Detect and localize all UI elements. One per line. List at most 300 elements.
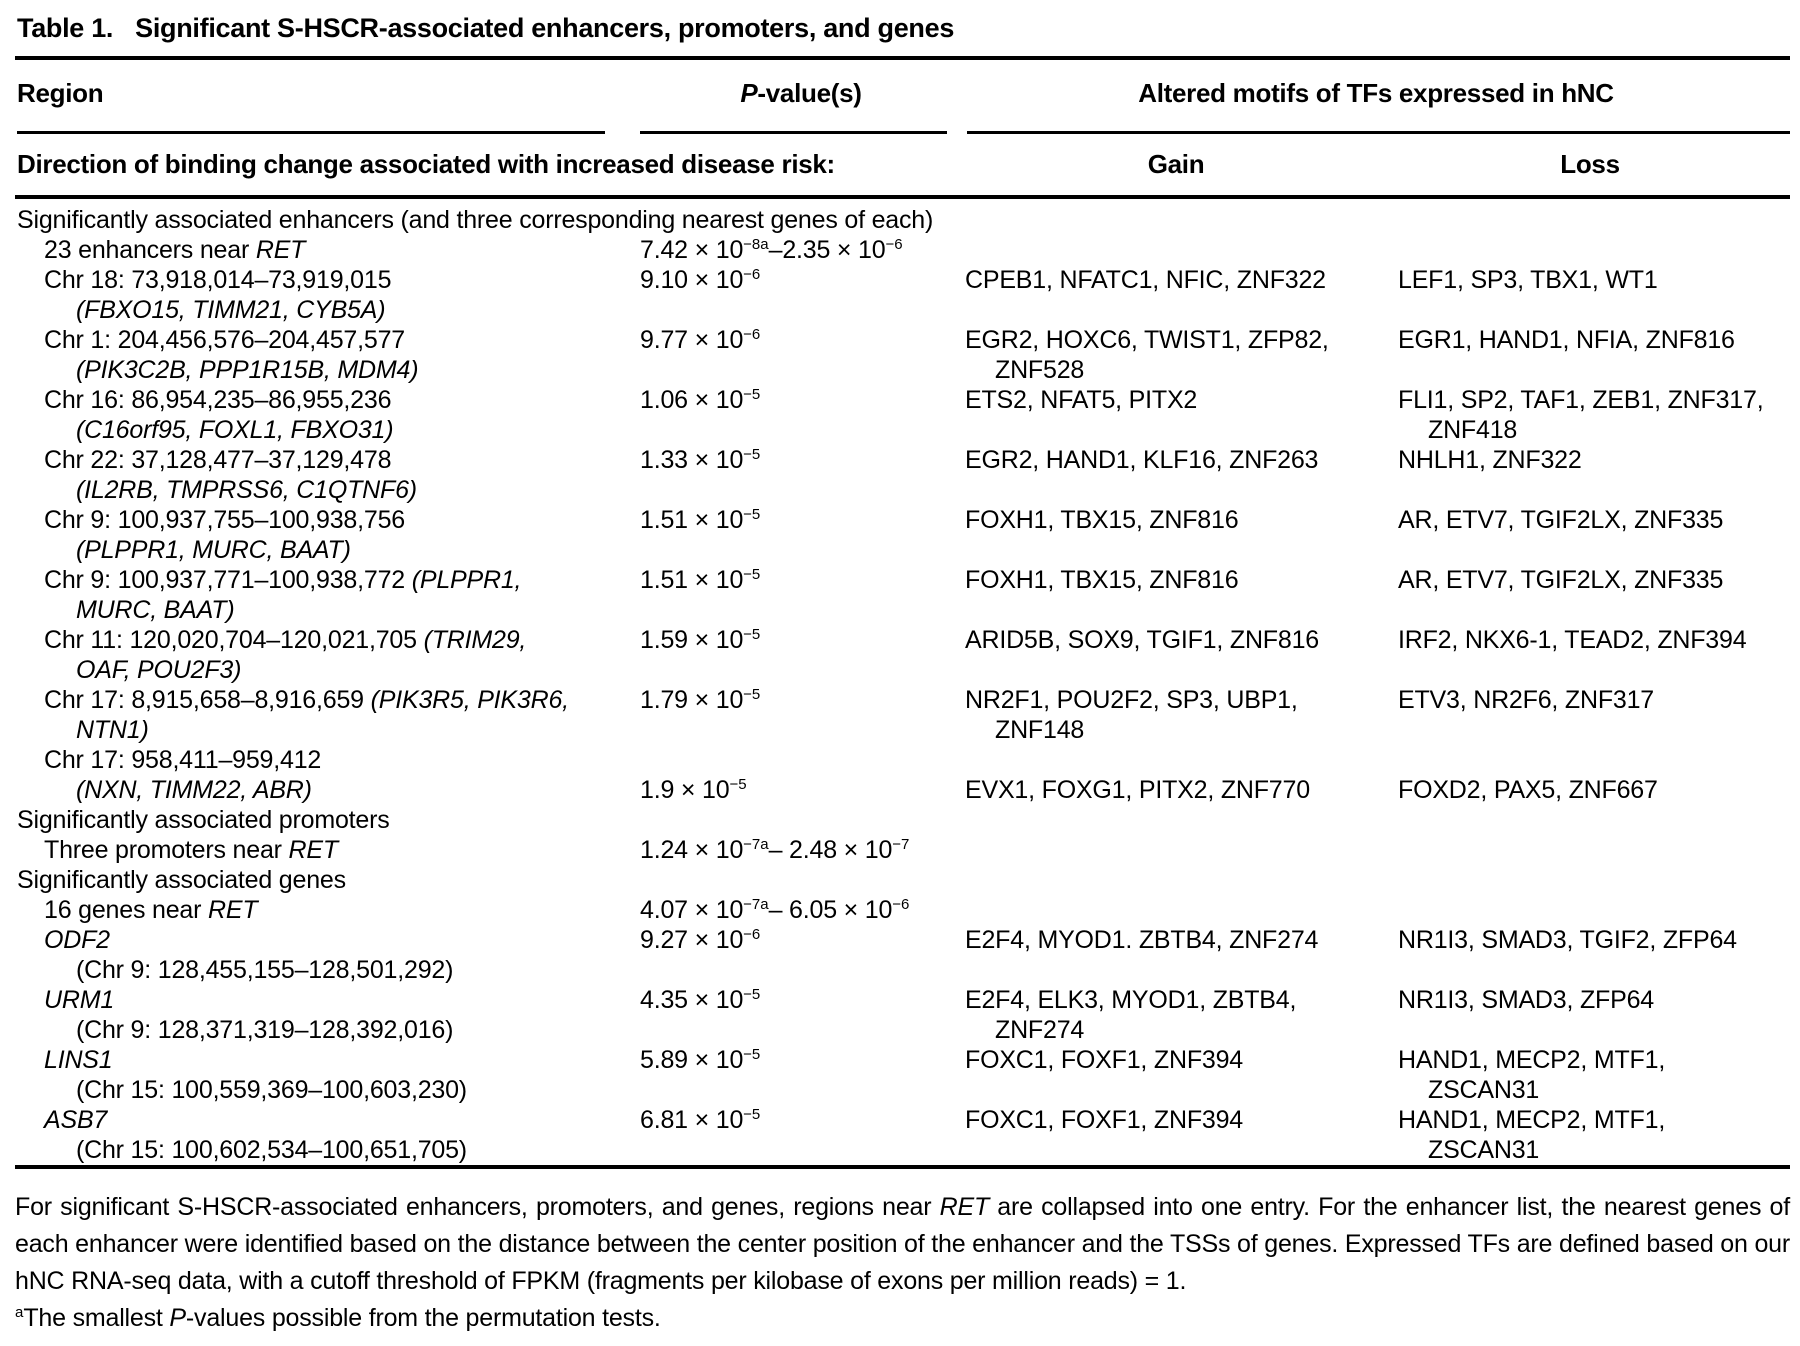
gain-line: [962, 325, 1390, 355]
text-segment: (Chr 9: 128,371,319–128,392,016): [76, 1016, 454, 1044]
loss-cell: [1390, 235, 1790, 265]
pvalue-text: [640, 385, 962, 415]
gain-cell: [962, 925, 1390, 985]
section-label: [15, 205, 1790, 235]
text-segment: ZSCAN31: [1428, 1136, 1540, 1164]
text-segment: ZNF528: [995, 356, 1085, 384]
region-line: [15, 505, 640, 535]
region-cell: [15, 685, 640, 745]
gain-line: [962, 355, 1390, 385]
pvalue-cell: [640, 925, 962, 985]
italic-text: (NXN, TIMM22, ABR): [76, 776, 312, 804]
table-caption: Significant S-HSCR-associated enhancers, promoters, and genes: [135, 13, 955, 43]
italic-text: URM1: [44, 986, 115, 1014]
text-segment: FOXH1, TBX15, ZNF816: [965, 506, 1239, 534]
region-cell: [15, 835, 640, 865]
text-segment: ZNF148: [995, 716, 1085, 744]
table-row: [15, 745, 1790, 805]
pvalue-text: [640, 985, 962, 1015]
section-label: [15, 865, 1790, 895]
gain-cell: [962, 325, 1390, 385]
italic-text: (PLPPR1,: [411, 566, 522, 594]
text-segment: 23 enhancers near: [44, 236, 256, 264]
loss-line: [1390, 415, 1790, 445]
region-line: [15, 1105, 640, 1135]
region-cell: [15, 1045, 640, 1105]
superscript: −5: [743, 686, 761, 703]
text-segment: FOXC1, FOXF1, ZNF394: [965, 1106, 1244, 1134]
italic-text: LINS1: [44, 1046, 113, 1074]
superscript: −5: [743, 506, 761, 523]
region-line: [15, 925, 640, 955]
text-segment: Chr 22: 37,128,477–37,129,478: [44, 446, 392, 474]
text-segment: (Chr 9: 128,455,155–128,501,292): [76, 956, 454, 984]
superscript: −6: [743, 326, 761, 343]
superscript: −5: [743, 986, 761, 1003]
region-cell: [15, 445, 640, 505]
table-row: [15, 445, 1790, 505]
text-segment: NHLH1, ZNF322: [1398, 446, 1582, 474]
region-line: [15, 655, 640, 685]
gain-line: [962, 685, 1390, 715]
loss-cell: [1390, 745, 1790, 805]
italic-text: (FBXO15, TIMM21, CYB5A): [76, 296, 386, 324]
region-line: [15, 265, 640, 295]
pvalue-text: [640, 565, 962, 595]
region-cell: [15, 745, 640, 805]
region-line: [15, 595, 640, 625]
pvalue-text: [640, 775, 962, 805]
text-segment: Chr 11: 120,020,704–120,021,705: [44, 626, 424, 654]
text-segment: 5.89 × 10: [640, 1046, 744, 1074]
text-segment: 6.81 × 10: [640, 1106, 744, 1134]
table-row: [15, 1045, 1790, 1105]
pvalue-text: [640, 895, 962, 925]
italic-text: OAF, POU2F3): [76, 656, 242, 684]
text-segment: AR, ETV7, TGIF2LX, ZNF335: [1398, 506, 1724, 534]
pvalue-cell: [640, 895, 962, 925]
italic-text: RET: [288, 836, 338, 864]
region-cell: [15, 505, 640, 565]
loss-line: [1390, 625, 1790, 655]
table-row: [15, 625, 1790, 685]
text-segment: Chr 1: 204,456,576–204,457,577: [44, 326, 405, 354]
text-segment: FOXH1, TBX15, ZNF816: [965, 566, 1239, 594]
table-number: Table 1.: [17, 13, 114, 43]
region-line: [15, 1075, 640, 1105]
superscript: −5: [743, 566, 761, 583]
section-cell: [15, 805, 1790, 835]
region-line: [15, 955, 640, 985]
text-segment: AR, ETV7, TGIF2LX, ZNF335: [1398, 566, 1724, 594]
loss-line: [1390, 565, 1790, 595]
text-segment: HAND1, MECP2, MTF1,: [1398, 1046, 1666, 1074]
loss-line: [1390, 1135, 1790, 1165]
gain-line: [962, 1015, 1390, 1045]
loss-line: [1390, 265, 1790, 295]
text-segment: FOXC1, FOXF1, ZNF394: [965, 1046, 1244, 1074]
text-segment: 1.51 × 10: [640, 506, 744, 534]
text-segment: E2F4, ELK3, MYOD1, ZBTB4,: [965, 986, 1297, 1014]
loss-cell: [1390, 895, 1790, 925]
gain-line: [962, 925, 1390, 955]
table-row: [15, 685, 1790, 745]
superscript: −7a: [743, 836, 769, 853]
region-cell: [15, 265, 640, 325]
region-line: [15, 445, 640, 475]
gain-cell: [962, 745, 1390, 805]
text-segment: ARID5B, SOX9, TGIF1, ZNF816: [965, 626, 1319, 654]
gain-line: [962, 565, 1390, 595]
text-segment: ZNF418: [1428, 416, 1518, 444]
pvalue-header-rule: [640, 131, 947, 134]
text-segment: ETS2, NFAT5, PITX2: [965, 386, 1198, 414]
gain-line: [962, 445, 1390, 475]
text-segment: CPEB1, NFATC1, NFIC, ZNF322: [965, 266, 1326, 294]
text-segment: EGR1, HAND1, NFIA, ZNF816: [1398, 326, 1735, 354]
text-segment: Chr 18: 73,918,014–73,919,015: [44, 266, 392, 294]
loss-cell: [1390, 505, 1790, 565]
pvalue-text: [640, 325, 962, 355]
table-body: [15, 205, 1790, 1165]
loss-cell: [1390, 385, 1790, 445]
section-row: [15, 205, 1790, 235]
text-segment: 1.06 × 10: [640, 386, 744, 414]
text-segment: NR2F1, POU2F2, SP3, UBP1,: [965, 686, 1298, 714]
loss-cell: [1390, 685, 1790, 745]
footnote-general: [15, 1189, 1790, 1300]
text-segment: HAND1, MECP2, MTF1,: [1398, 1106, 1666, 1134]
text-segment: 1.24 × 10: [640, 836, 744, 864]
region-line: [15, 685, 640, 715]
table-row: [15, 385, 1790, 445]
gain-line: [962, 985, 1390, 1015]
region-line: [15, 385, 640, 415]
region-line: [15, 565, 640, 595]
text-segment: EGR2, HOXC6, TWIST1, ZFP82,: [965, 326, 1329, 354]
section-row: [15, 805, 1790, 835]
region-line: [15, 355, 640, 385]
pvalue-text: [640, 1045, 962, 1075]
motifs-header-rule: [967, 131, 1790, 134]
region-line: [15, 415, 640, 445]
text-segment: FOXD2, PAX5, ZNF667: [1398, 776, 1658, 804]
pvalue-cell: [640, 505, 962, 565]
pvalue-cell: [640, 445, 962, 505]
text-segment: E2F4, MYOD1. ZBTB4, ZNF274: [965, 926, 1319, 954]
gain-line: [962, 1045, 1390, 1075]
text-segment: Chr 17: 958,411–959,412: [44, 746, 322, 774]
text-segment: 1.59 × 10: [640, 626, 744, 654]
table-row: [15, 505, 1790, 565]
text-segment: (Chr 15: 100,602,534–100,651,705): [76, 1136, 467, 1164]
footnote-a: [15, 1300, 1790, 1337]
text-segment: For significant S-HSCR-associated enhancers, promoters, and genes, regions near: [15, 1193, 940, 1221]
table-row: [15, 835, 1790, 865]
pvalue-cell: [640, 745, 962, 805]
pvalue-text: [640, 265, 962, 295]
text-segment: Chr 16: 86,954,235–86,955,236: [44, 386, 392, 414]
pvalue-cell: [640, 985, 962, 1045]
pvalue-cell: [640, 625, 962, 685]
region-cell: [15, 565, 640, 625]
table-row: [15, 895, 1790, 925]
table-row: [15, 1105, 1790, 1165]
loss-line: [1390, 1075, 1790, 1105]
table-row: [15, 985, 1790, 1045]
text-segment: 1.51 × 10: [640, 566, 744, 594]
region-cell: [15, 625, 640, 685]
table-footnotes: [15, 1189, 1790, 1337]
pvalue-cell: [640, 1045, 962, 1105]
table-header: [15, 60, 1790, 199]
gain-line: [962, 265, 1390, 295]
pvalue-cell: [640, 565, 962, 625]
text-segment: ETV3, NR2F6, ZNF317: [1398, 686, 1655, 714]
text-segment: Significantly associated enhancers (and three corresponding nearest genes of each): [17, 206, 934, 234]
italic-text: (TRIM29,: [423, 626, 527, 654]
pvalue-text: [640, 1105, 962, 1135]
superscript: −5: [743, 446, 761, 463]
pvalue-text: [640, 835, 962, 865]
italic-text: (PLPPR1, MURC, BAAT): [76, 536, 351, 564]
loss-line: [1390, 985, 1790, 1015]
superscript: −7a: [743, 896, 769, 913]
pvalue-text: [640, 235, 962, 265]
gain-line: [962, 715, 1390, 745]
text-segment: 9.10 × 10: [640, 266, 744, 294]
pvalue-text: [640, 625, 962, 655]
region-line: [15, 235, 640, 265]
text-segment: 9.77 × 10: [640, 326, 744, 354]
loss-line: [1390, 325, 1790, 355]
region-line: [15, 1045, 640, 1075]
gain-cell: [962, 235, 1390, 265]
table-row: [15, 265, 1790, 325]
text-segment: 1.33 × 10: [640, 446, 744, 474]
superscript: −6: [885, 236, 903, 253]
gain-line: [962, 625, 1390, 655]
pvalue-cell: [640, 385, 962, 445]
loss-cell: [1390, 985, 1790, 1045]
loss-line: [1390, 1105, 1790, 1135]
loss-cell: [1390, 1105, 1790, 1165]
superscript: −8a: [743, 236, 769, 253]
region-cell: [15, 985, 640, 1045]
region-line: [15, 895, 640, 925]
region-cell: [15, 325, 640, 385]
loss-cell: [1390, 565, 1790, 625]
loss-line: [1390, 385, 1790, 415]
table-row: [15, 325, 1790, 385]
gain-cell: [962, 895, 1390, 925]
region-cell: [15, 1105, 640, 1165]
gain-cell: [962, 265, 1390, 325]
text-segment: FLI1, SP2, TAF1, ZEB1, ZNF317,: [1398, 386, 1764, 414]
loss-cell: [1390, 1045, 1790, 1105]
superscript: −7: [892, 836, 910, 853]
text-segment: 1.79 × 10: [640, 686, 744, 714]
gain-line: [962, 775, 1390, 805]
region-line: [15, 535, 640, 565]
text-segment: (Chr 15: 100,559,369–100,603,230): [76, 1076, 467, 1104]
text-segment: Chr 9: 100,937,771–100,938,772: [44, 566, 412, 594]
text-segment: – 2.48 × 10: [768, 836, 893, 864]
italic-text: P: [169, 1304, 186, 1332]
text-segment: The smallest: [23, 1304, 170, 1332]
section-cell: [15, 205, 1790, 235]
superscript: −6: [892, 896, 910, 913]
pvalue-text: [640, 685, 962, 715]
gain-line: [962, 1105, 1390, 1135]
pvalue-cell: [640, 835, 962, 865]
text-segment: 4.07 × 10: [640, 896, 744, 924]
table-row: [15, 235, 1790, 265]
superscript: −5: [743, 386, 761, 403]
table-row: [15, 925, 1790, 985]
italic-text: ASB7: [44, 1106, 108, 1134]
text-segment: Chr 17: 8,915,658–8,916,659: [44, 686, 371, 714]
pvalue-cell: [640, 265, 962, 325]
text-segment: EVX1, FOXG1, PITX2, ZNF770: [965, 776, 1310, 804]
text-segment: -values possible from the permutation tests.: [185, 1304, 661, 1332]
region-line: [15, 625, 640, 655]
pvalue-cell: [640, 685, 962, 745]
table-title: [15, 10, 1790, 56]
loss-line: [1390, 775, 1790, 805]
loss-line: [1390, 505, 1790, 535]
pvalue-cell: [640, 1105, 962, 1165]
gain-cell: [962, 445, 1390, 505]
section-row: [15, 865, 1790, 895]
gain-cell: [962, 385, 1390, 445]
italic-text: ODF2: [44, 926, 110, 954]
text-segment: – 6.05 × 10: [768, 896, 893, 924]
superscript: −6: [743, 266, 761, 283]
text-segment: 16 genes near: [44, 896, 208, 924]
gain-column-header: Gain: [1147, 149, 1205, 179]
gain-cell: [962, 1105, 1390, 1165]
text-segment: Significantly associated genes: [17, 866, 346, 894]
bottom-rule: [15, 1165, 1790, 1169]
region-line: [15, 325, 640, 355]
text-segment: Three promoters near: [44, 836, 289, 864]
loss-line: [1390, 925, 1790, 955]
pvalue-column-header: [640, 78, 962, 108]
gain-cell: [962, 835, 1390, 865]
italic-text: RET: [208, 896, 258, 924]
text-segment: 9.27 × 10: [640, 926, 744, 954]
loss-cell: [1390, 445, 1790, 505]
text-segment: LEF1, SP3, TBX1, WT1: [1398, 266, 1658, 294]
region-column-header: Region: [17, 78, 104, 108]
data-table: [15, 205, 1790, 1165]
region-line: [15, 1135, 640, 1165]
section-cell: [15, 865, 1790, 895]
italic-text: (IL2RB, TMPRSS6, C1QTNF6): [76, 476, 417, 504]
loss-cell: [1390, 925, 1790, 985]
italic-text: RET: [939, 1193, 990, 1221]
direction-subheader: Direction of binding change associated with increased disease risk:: [17, 149, 835, 179]
italic-text: P: [740, 78, 758, 108]
region-line: [15, 715, 640, 745]
italic-text: (PIK3R5, PIK3R6,: [370, 686, 569, 714]
loss-line: [1390, 445, 1790, 475]
text-segment: ZNF274: [995, 1016, 1085, 1044]
text-segment: –2.35 × 10: [768, 236, 886, 264]
gain-cell: [962, 505, 1390, 565]
region-cell: [15, 895, 640, 925]
text-segment: ZSCAN31: [1428, 1076, 1540, 1104]
region-cell: [15, 925, 640, 985]
italic-text: MURC, BAAT): [76, 596, 235, 624]
superscript: −6: [743, 926, 761, 943]
loss-cell: [1390, 625, 1790, 685]
motifs-column-header: Altered motifs of TFs expressed in hNC: [1138, 78, 1614, 108]
superscript: −5: [743, 1106, 761, 1123]
text-segment: 4.35 × 10: [640, 986, 744, 1014]
region-line: [15, 775, 640, 805]
superscript: −5: [729, 776, 747, 793]
gain-line: [962, 505, 1390, 535]
text-segment: IRF2, NKX6-1, TEAD2, ZNF394: [1398, 626, 1747, 654]
text-segment: 1.9 × 10: [640, 776, 730, 804]
region-line: [15, 835, 640, 865]
table-row: [15, 565, 1790, 625]
text-segment: NR1I3, SMAD3, TGIF2, ZFP64: [1398, 926, 1737, 954]
loss-cell: [1390, 265, 1790, 325]
text-segment: 7.42 × 10: [640, 236, 744, 264]
section-label: [15, 805, 1790, 835]
pvalue-cell: [640, 235, 962, 265]
italic-text: RET: [255, 236, 306, 264]
text-segment: NR1I3, SMAD3, ZFP64: [1398, 986, 1655, 1014]
italic-text: NTN1): [76, 716, 149, 744]
region-line: [15, 985, 640, 1015]
region-header-rule: [17, 131, 605, 134]
region-line: [15, 295, 640, 325]
italic-text: (C16orf95, FOXL1, FBXO31): [76, 416, 394, 444]
gain-cell: [962, 685, 1390, 745]
italic-text: (PIK3C2B, PPP1R15B, MDM4): [76, 356, 419, 384]
superscript: a: [15, 1304, 24, 1321]
loss-cell: [1390, 835, 1790, 865]
region-line: [15, 1015, 640, 1045]
loss-line: [1390, 685, 1790, 715]
loss-cell: [1390, 325, 1790, 385]
region-cell: [15, 385, 640, 445]
text-segment: Significantly associated promoters: [17, 806, 390, 834]
superscript: −5: [743, 1046, 761, 1063]
pvalue-cell: [640, 325, 962, 385]
text-segment: Chr 9: 100,937,755–100,938,756: [44, 506, 405, 534]
gain-cell: [962, 1045, 1390, 1105]
pvalue-text: [640, 445, 962, 475]
loss-column-header: Loss: [1560, 149, 1620, 179]
text-segment: EGR2, HAND1, KLF16, ZNF263: [965, 446, 1319, 474]
gain-line: [962, 385, 1390, 415]
region-line: [15, 475, 640, 505]
superscript: −5: [743, 626, 761, 643]
region-cell: [15, 235, 640, 265]
pvalue-text: [640, 505, 962, 535]
region-line: [15, 745, 640, 775]
pvalue-text: [640, 925, 962, 955]
gain-cell: [962, 565, 1390, 625]
text-segment: -value(s): [757, 78, 862, 108]
text-segment: are collapsed into one entry. For the enhancer list, the nearest genes of each enhancer were identified based on the distance between the center position of the enhancer and the TSSs of genes. Expressed TFs are defined based on our hNC RNA-seq data, with a cutoff threshold of FPKM (fragments per kilobase of exons per million reads) = 1.: [15, 1193, 1790, 1295]
gain-cell: [962, 625, 1390, 685]
